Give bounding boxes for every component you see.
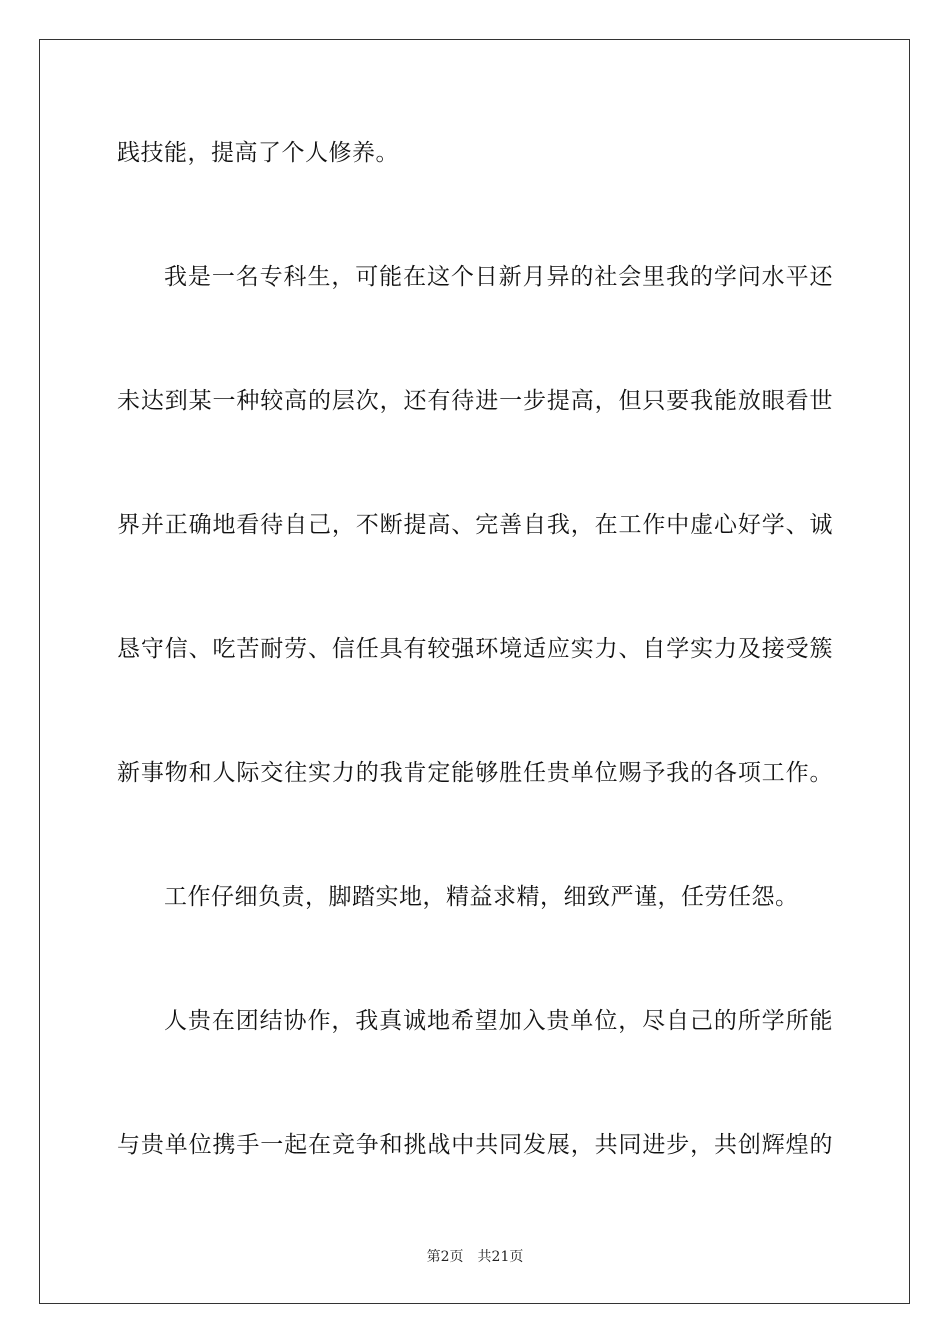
paragraph-line-3: 未达到某一种较高的层次，还有待进一步提高，但只要我能放眼看世 bbox=[117, 388, 833, 414]
page-footer bbox=[0, 1248, 950, 1266]
paragraph-line-4: 界并正确地看待自己，不断提高、完善自我，在工作中虚心好学、诚 bbox=[117, 512, 833, 538]
page-border bbox=[39, 39, 910, 1304]
paragraph-line-5: 恳守信、吃苦耐劳、信任具有较强环境适应实力、自学实力及接受簇 bbox=[117, 636, 833, 662]
paragraph-line-1: 践技能，提高了个人修养。 bbox=[117, 140, 399, 166]
page-number-total: 共21页 bbox=[477, 1249, 524, 1265]
paragraph-line-7: 工作仔细负责，脚踏实地，精益求精，细致严谨，任劳任怨。 bbox=[164, 884, 799, 910]
paragraph-line-2: 我是一名专科生，可能在这个日新月异的社会里我的学问水平还 bbox=[164, 264, 833, 290]
paragraph-line-6: 新事物和人际交往实力的我肯定能够胜任贵单位赐予我的各项工作。 bbox=[117, 760, 833, 786]
paragraph-line-9: 与贵单位携手一起在竞争和挑战中共同发展，共同进步，共创辉煌的 bbox=[117, 1132, 833, 1158]
page-number-current: 第2页 bbox=[426, 1249, 464, 1265]
paragraph-line-8: 人贵在团结协作，我真诚地希望加入贵单位，尽自己的所学所能 bbox=[164, 1008, 833, 1034]
